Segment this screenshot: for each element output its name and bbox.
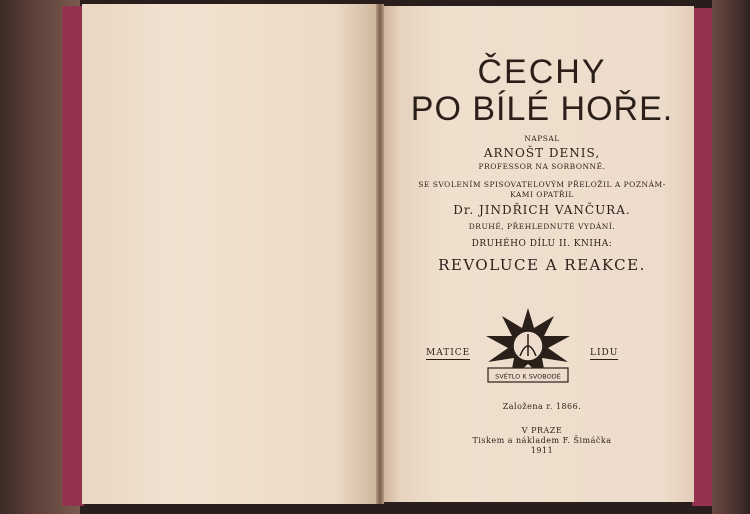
author-name: ARNOŠT DENIS,	[483, 146, 601, 160]
translator-name: Dr. JINDŘICH VANČURA.	[453, 203, 631, 217]
publisher: Tiskem a nákladem F. Šimáčka	[472, 436, 612, 445]
imprint	[394, 402, 690, 456]
translation-note-2: KAMI OPATŘIL	[510, 190, 574, 199]
book-gutter	[376, 4, 384, 504]
volume-note: DRUHÉHO DÍLU II. KNIHA:	[471, 239, 613, 249]
page-edges-left	[62, 6, 84, 506]
founded-note: Založena r. 1866.	[502, 402, 582, 411]
title-line-1: ČECHY	[477, 53, 607, 91]
title-page-text	[394, 40, 690, 274]
translation-note-1: SE SVOLENÍM SPISOVATELOVÝM PŘELOŽIL A POZNÁM-	[418, 180, 666, 189]
publisher-emblem-row	[394, 306, 690, 390]
emblem-right-word: LIDU	[590, 348, 619, 358]
author-role: PROFESSOR NA SORBONNĚ.	[478, 162, 606, 171]
edition-note: DRUHÉ, PŘEHLEDNUTÉ VYDÁNÍ.	[468, 222, 616, 231]
book-cover-right	[712, 0, 750, 514]
year: 1911	[530, 446, 554, 455]
napsal-label: NAPSAL	[524, 134, 560, 143]
subtitle: REVOLUCE A REAKCE.	[438, 256, 646, 274]
blank-left-page	[82, 4, 380, 504]
matice-lidu-emblem-icon	[480, 306, 576, 390]
place: V PRAZE	[521, 426, 563, 435]
title-line-2: PO BÍLÉ HOŘE.	[410, 90, 674, 128]
emblem-left-word: MATICE	[426, 348, 471, 358]
emblem-banner-text: SVĚTLO K SVOBODĚ	[495, 372, 561, 381]
